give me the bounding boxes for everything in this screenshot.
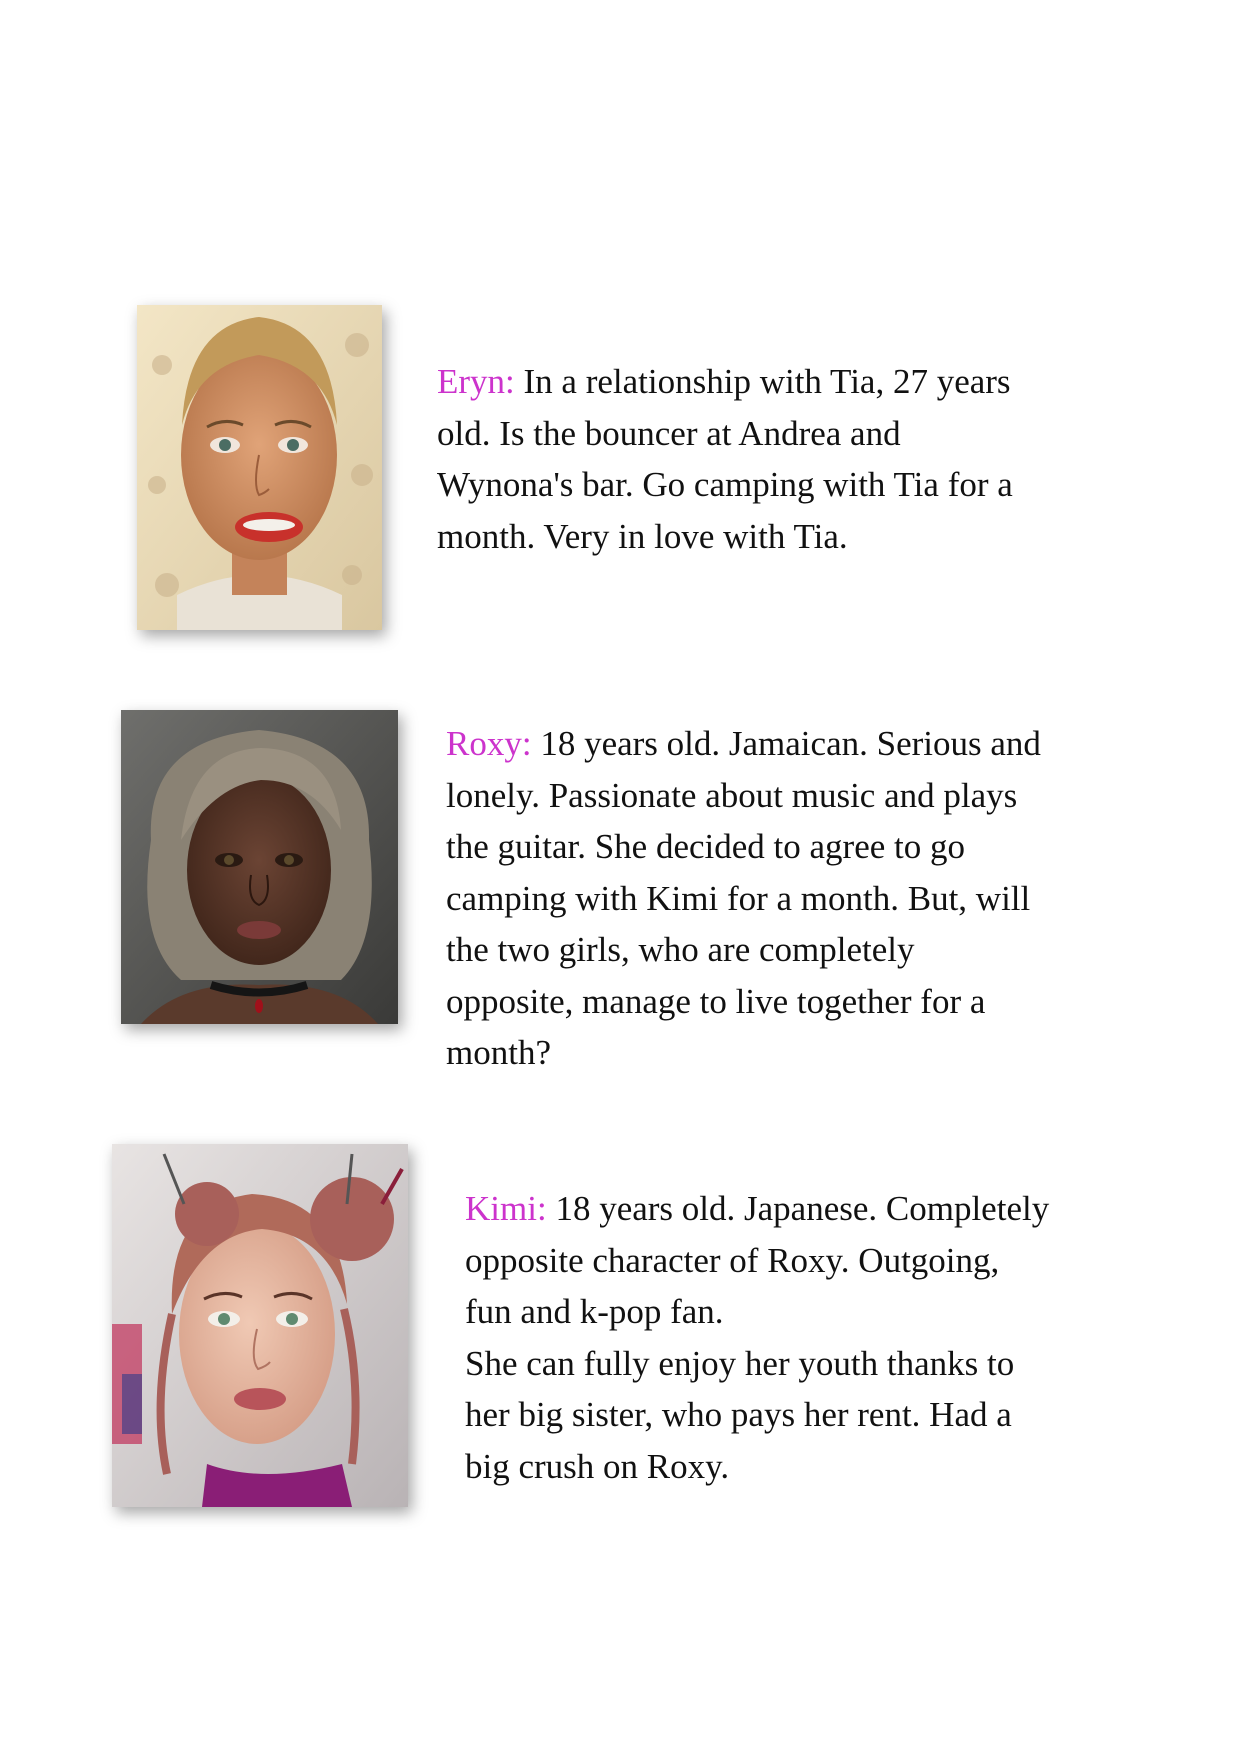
eryn-line-2: old. Is the bouncer at Andrea and: [437, 413, 901, 453]
eryn-line-4: month. Very in love with Tia.: [437, 516, 848, 556]
roxy-line-7: month?: [446, 1033, 551, 1072]
eryn-line-3: Wynona's bar. Go camping with Tia for a: [437, 465, 1013, 504]
roxy-line-5: the two girls, who are completely: [446, 930, 915, 969]
kimi-line-1: Kimi: 18 years old. Japanese. Completely: [465, 1189, 1050, 1228]
roxy-line-3: the guitar. She decided to agree to go: [446, 827, 966, 866]
roxy-line-4: camping with Kimi for a month. But, will: [446, 878, 1031, 918]
kimi-line-5: her big sister, who pays her rent. Had a: [465, 1395, 1012, 1434]
kimi-line-6: big crush on Roxy.: [465, 1446, 730, 1486]
eryn-name: Eryn:: [437, 362, 515, 401]
roxy-line-1: Roxy: 18 years old. Jamaican. Serious and: [446, 724, 1041, 763]
kimi-line-4: She can fully enjoy her youth thanks to: [465, 1343, 1015, 1383]
kimi-line-2: opposite character of Roxy. Outgoing,: [465, 1240, 1000, 1280]
roxy-portrait: [121, 710, 398, 1024]
kimi-portrait-image: [112, 1144, 408, 1507]
eryn-line-1: Eryn: In a relationship with Tia, 27 years: [437, 362, 1011, 401]
eryn-portrait: [137, 305, 382, 630]
kimi-portrait: [112, 1144, 408, 1507]
roxy-description: [446, 718, 1106, 1079]
eryn-portrait-image: [137, 305, 382, 630]
roxy-line-6: opposite, manage to live together for a: [446, 981, 986, 1021]
roxy-portrait-image: [121, 710, 398, 1024]
kimi-line-3: fun and k-pop fan.: [465, 1292, 724, 1331]
eryn-description: [437, 356, 1077, 562]
kimi-description: [465, 1183, 1125, 1492]
roxy-line-2: lonely. Passionate about music and plays: [446, 775, 1018, 815]
roxy-name: Roxy:: [446, 724, 532, 763]
kimi-name: Kimi:: [465, 1189, 547, 1228]
